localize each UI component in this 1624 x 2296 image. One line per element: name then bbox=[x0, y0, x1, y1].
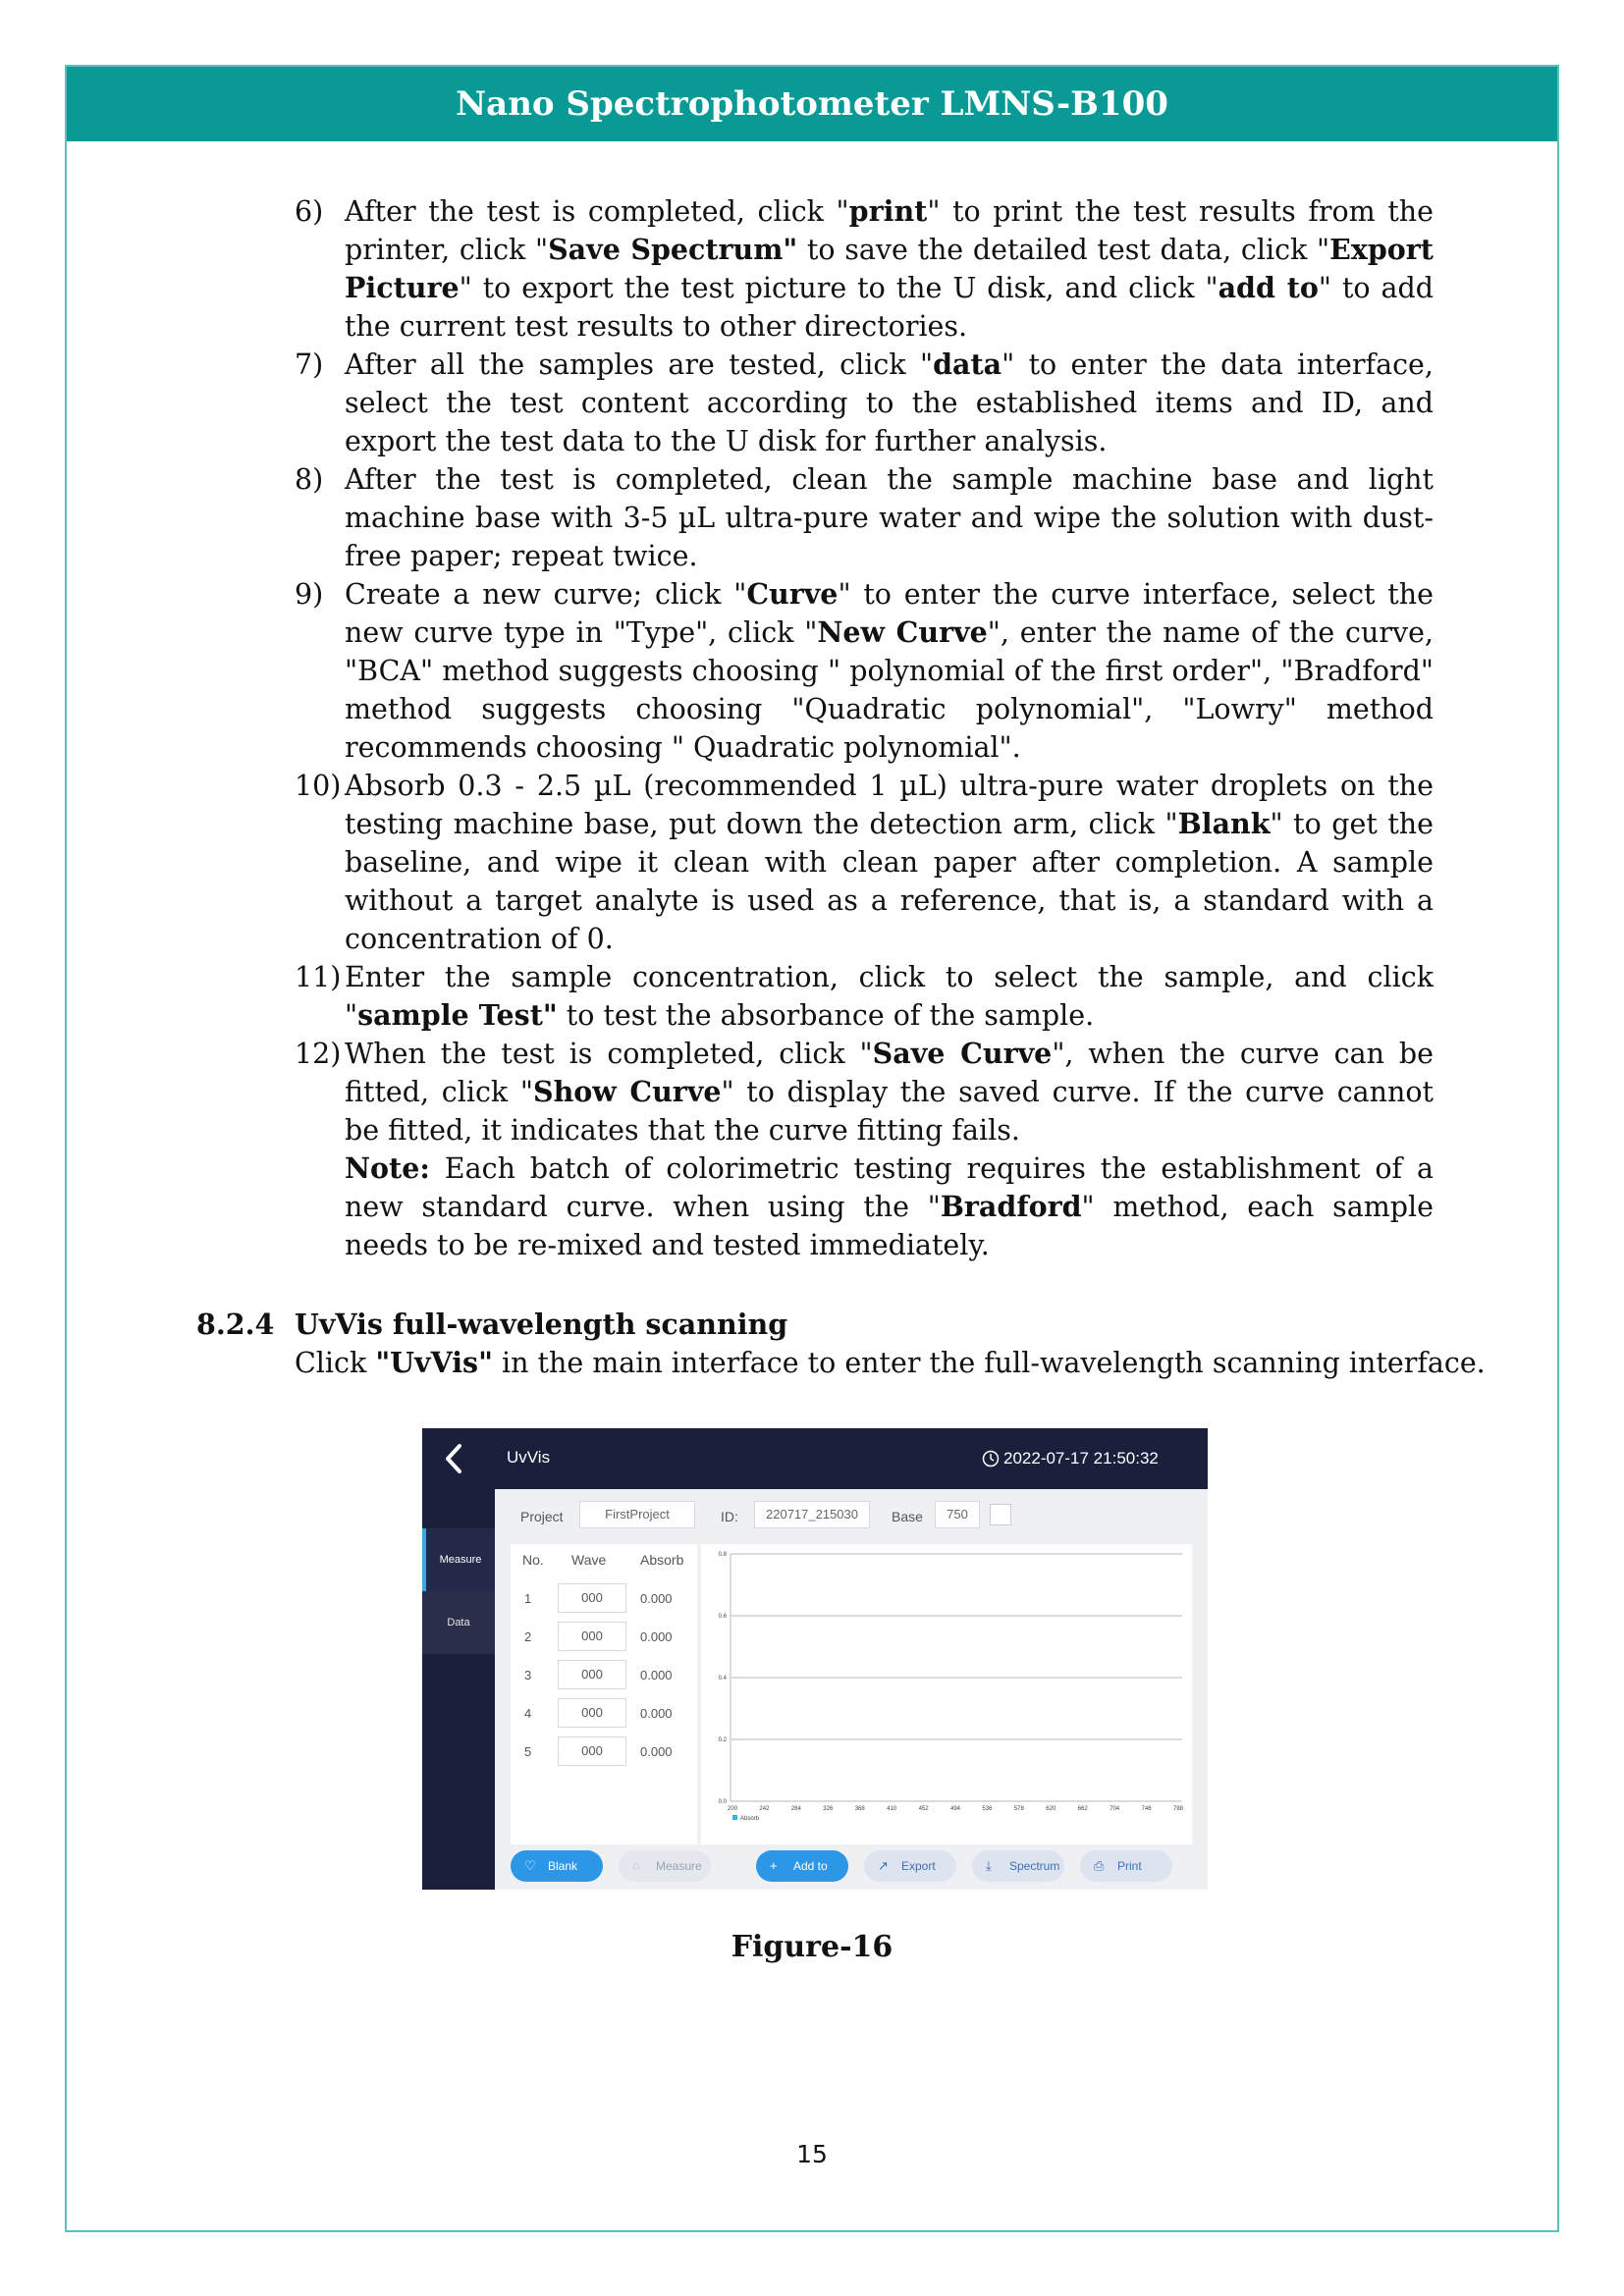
legend-label: Absorb bbox=[740, 1816, 760, 1822]
note-paragraph bbox=[295, 1149, 1434, 1264]
text-run: to test the absorbance of the sample. bbox=[557, 999, 1095, 1032]
text-run: " to enter the data interface, select the test content according to the established items and ID, and export the test data to the U disk for further analysis. bbox=[345, 348, 1434, 457]
y-tick-label: 0.0 bbox=[718, 1799, 727, 1805]
id-field[interactable]: 220717_215030 bbox=[754, 1501, 870, 1528]
printer-icon: ⎙ bbox=[1094, 1858, 1105, 1873]
base-field[interactable]: 750 bbox=[935, 1501, 980, 1528]
x-tick-label: 788 bbox=[1172, 1806, 1184, 1812]
back-arrow-icon[interactable] bbox=[442, 1442, 465, 1475]
add-to-label: Add to bbox=[793, 1859, 828, 1873]
datetime: 2022-07-17 21:50:32 bbox=[1003, 1449, 1159, 1468]
section-text-pre: Click bbox=[295, 1347, 376, 1379]
row-no: 1 bbox=[524, 1591, 532, 1606]
instruction-item bbox=[295, 346, 1434, 460]
bold-text: data bbox=[933, 347, 1002, 381]
section-number: 8.2.4 bbox=[196, 1308, 275, 1341]
row-no: 4 bbox=[524, 1706, 532, 1721]
row-absorb: 0.000 bbox=[640, 1629, 673, 1644]
bold-text: Note: bbox=[345, 1151, 430, 1185]
table-row bbox=[511, 1698, 697, 1730]
row-absorb: 0.000 bbox=[640, 1668, 673, 1682]
bold-text: Export Picture bbox=[345, 233, 1434, 304]
text-run: " method, each sample needs to be re-mixed and tested immediately. bbox=[345, 1191, 1434, 1261]
x-tick-label: 578 bbox=[1013, 1806, 1024, 1812]
clock-icon bbox=[982, 1450, 1000, 1468]
spectrum-label: Spectrum bbox=[1009, 1859, 1060, 1873]
text-run: " to print the test results from the printer, click " bbox=[345, 195, 1434, 266]
bold-text: Save Spectrum" bbox=[548, 233, 798, 266]
download-icon: ⤓ bbox=[986, 1858, 992, 1873]
measure-button[interactable] bbox=[619, 1850, 711, 1882]
table-header-absorb: Absorb bbox=[640, 1552, 684, 1568]
instruction-item bbox=[295, 192, 1434, 346]
instruction-list bbox=[295, 192, 1434, 1264]
item-number: 12) bbox=[295, 1038, 342, 1070]
item-number: 7) bbox=[295, 348, 324, 381]
row-absorb: 0.000 bbox=[640, 1706, 673, 1721]
text-run: Enter the sample concentration, click to select the sample, and click " bbox=[345, 961, 1434, 1032]
bold-text: sample Test" bbox=[357, 998, 558, 1032]
project-label: Project bbox=[520, 1509, 564, 1524]
bold-text: New Curve bbox=[817, 615, 988, 649]
bold-text: Show Curve bbox=[533, 1075, 722, 1108]
measure-label: Measure bbox=[656, 1859, 702, 1873]
uvvis-screenshot bbox=[422, 1428, 1208, 1890]
text-run: Absorb 0.3 - 2.5 µL (recommended 1 µL) ultra-pure water droplets on the testing machine base, put down the detection arm, click " bbox=[345, 770, 1434, 840]
bold-text: add to bbox=[1218, 271, 1319, 304]
text-run: " to get the baseline, and wipe it clean with clean paper after completion. A sample without a target analyte is used as a reference, that is, a standard with a concentration of 0. bbox=[345, 808, 1434, 955]
x-tick-label: 368 bbox=[854, 1806, 865, 1812]
wave-input[interactable]: 000 bbox=[558, 1698, 626, 1728]
add-to-button[interactable] bbox=[756, 1850, 848, 1882]
x-tick-label: 620 bbox=[1046, 1806, 1056, 1812]
text-run: " to display the saved curve. If the curve cannot be fitted, it indicates that the curve fitting fails. bbox=[345, 1076, 1434, 1147]
item-number: 9) bbox=[295, 578, 324, 611]
text-run: to save the detailed test data, click " bbox=[797, 234, 1330, 266]
table-header-wave: Wave bbox=[571, 1552, 607, 1568]
instruction-item bbox=[295, 575, 1434, 767]
app-title: UvVis bbox=[507, 1448, 551, 1467]
bold-text: Save Curve bbox=[872, 1037, 1053, 1070]
table-row bbox=[511, 1736, 697, 1768]
page-header: Nano Spectrophotometer LMNS-B100 bbox=[67, 67, 1557, 141]
y-tick-label: 0.2 bbox=[718, 1737, 727, 1743]
text-run: ", when the curve can be fitted, click " bbox=[345, 1038, 1435, 1108]
x-tick-label: 326 bbox=[823, 1806, 834, 1812]
plus-icon: + bbox=[770, 1858, 778, 1873]
sidebar-item-measure[interactable]: Measure bbox=[422, 1528, 495, 1591]
row-no: 2 bbox=[524, 1629, 532, 1644]
bold-text: Curve bbox=[746, 577, 839, 611]
y-tick-label: 0.6 bbox=[718, 1614, 727, 1620]
blank-label: Blank bbox=[548, 1859, 578, 1873]
row-no: 3 bbox=[524, 1668, 532, 1682]
heart-icon: ♡ bbox=[524, 1858, 536, 1873]
export-icon: ↗ bbox=[878, 1858, 889, 1873]
row-no: 5 bbox=[524, 1744, 532, 1759]
print-label: Print bbox=[1117, 1859, 1142, 1873]
measure-icon: ◌ bbox=[632, 1858, 640, 1873]
instruction-item bbox=[295, 1035, 1434, 1149]
text-run: Each batch of colorimetric testing requires the establishment of a new standard curve. when using the " bbox=[345, 1152, 1434, 1223]
wave-input[interactable]: 000 bbox=[558, 1736, 626, 1766]
instruction-item bbox=[295, 767, 1434, 958]
base-checkbox[interactable] bbox=[990, 1504, 1011, 1525]
section-title: UvVis full-wavelength scanning bbox=[295, 1308, 788, 1341]
x-tick-label: 494 bbox=[949, 1806, 961, 1812]
table-row bbox=[511, 1660, 697, 1691]
figure-caption: Figure-16 bbox=[731, 1930, 893, 1964]
x-tick-label: 200 bbox=[727, 1806, 738, 1812]
item-number: 10) bbox=[295, 770, 342, 802]
bold-text: Bradford bbox=[940, 1190, 1082, 1223]
base-label: Base bbox=[892, 1509, 923, 1524]
print-button[interactable] bbox=[1080, 1850, 1172, 1882]
wave-input[interactable]: 000 bbox=[558, 1583, 626, 1613]
spectrum-button[interactable] bbox=[972, 1850, 1064, 1882]
text-run: " to export the test picture to the U disk, and click " bbox=[459, 272, 1218, 304]
instruction-item bbox=[295, 958, 1434, 1035]
text-run: Create a new curve; click " bbox=[345, 578, 747, 611]
section-text-post: in the main interface to enter the full-wavelength scanning interface. bbox=[492, 1347, 1486, 1379]
spectrum-chart-svg bbox=[701, 1544, 1192, 1844]
spectrum-chart bbox=[701, 1544, 1192, 1844]
blank-button[interactable] bbox=[511, 1850, 603, 1882]
y-tick-label: 0.4 bbox=[718, 1676, 727, 1682]
text-run: " to add the current test results to other directories. bbox=[345, 272, 1434, 343]
text-run: ", enter the name of the curve, "BCA" method suggests choosing " polynomial of the first order", "Bradford" method suggests choosing "Quadratic polynomial", "Lowry" method recommends choosing " Quadratic polynomial". bbox=[345, 616, 1434, 764]
text-run: After the test is completed, clean the sample machine base and light machine base with 3-5 µL ultra-pure water and wipe the solution with dust-free paper; repeat twice. bbox=[345, 463, 1434, 572]
x-tick-label: 284 bbox=[790, 1806, 801, 1812]
text-run: When the test is completed, click " bbox=[345, 1038, 873, 1070]
x-tick-label: 746 bbox=[1141, 1806, 1152, 1812]
instruction-item bbox=[295, 460, 1434, 575]
table-header-no: No. bbox=[522, 1552, 544, 1568]
project-field[interactable]: FirstProject bbox=[579, 1501, 695, 1528]
y-tick-label: 0.8 bbox=[718, 1552, 727, 1558]
wave-input[interactable]: 000 bbox=[558, 1622, 626, 1651]
table-row bbox=[511, 1622, 697, 1653]
bold-text: print bbox=[848, 194, 928, 228]
section-text-bold: "UvVis" bbox=[375, 1346, 493, 1379]
row-absorb: 0.000 bbox=[640, 1591, 673, 1606]
sidebar bbox=[422, 1489, 495, 1890]
text-run: After the test is completed, click " bbox=[345, 195, 849, 228]
export-label: Export bbox=[901, 1859, 936, 1873]
app-titlebar bbox=[422, 1428, 1208, 1489]
page-number: 15 bbox=[796, 2140, 828, 2168]
x-tick-label: 242 bbox=[759, 1806, 770, 1812]
bold-text: Blank bbox=[1177, 807, 1271, 840]
text-run: " to enter the curve interface, select the new curve type in "Type", click " bbox=[345, 578, 1434, 649]
row-absorb: 0.000 bbox=[640, 1744, 673, 1759]
item-number: 8) bbox=[295, 463, 324, 496]
x-tick-label: 662 bbox=[1077, 1806, 1088, 1812]
item-number: 6) bbox=[295, 195, 324, 228]
export-button[interactable] bbox=[864, 1850, 956, 1882]
legend-swatch bbox=[732, 1815, 737, 1820]
wave-input[interactable]: 000 bbox=[558, 1660, 626, 1689]
text-run: After all the samples are tested, click " bbox=[345, 348, 934, 381]
sidebar-item-data[interactable]: Data bbox=[422, 1591, 495, 1654]
x-tick-label: 704 bbox=[1110, 1806, 1120, 1812]
item-number: 11) bbox=[295, 961, 342, 993]
x-tick-label: 536 bbox=[982, 1806, 993, 1812]
table-row bbox=[511, 1583, 697, 1615]
section-text bbox=[295, 1344, 1486, 1382]
x-tick-label: 410 bbox=[887, 1806, 897, 1812]
x-tick-label: 452 bbox=[918, 1806, 929, 1812]
id-label: ID: bbox=[721, 1509, 738, 1524]
results-table bbox=[511, 1544, 697, 1844]
